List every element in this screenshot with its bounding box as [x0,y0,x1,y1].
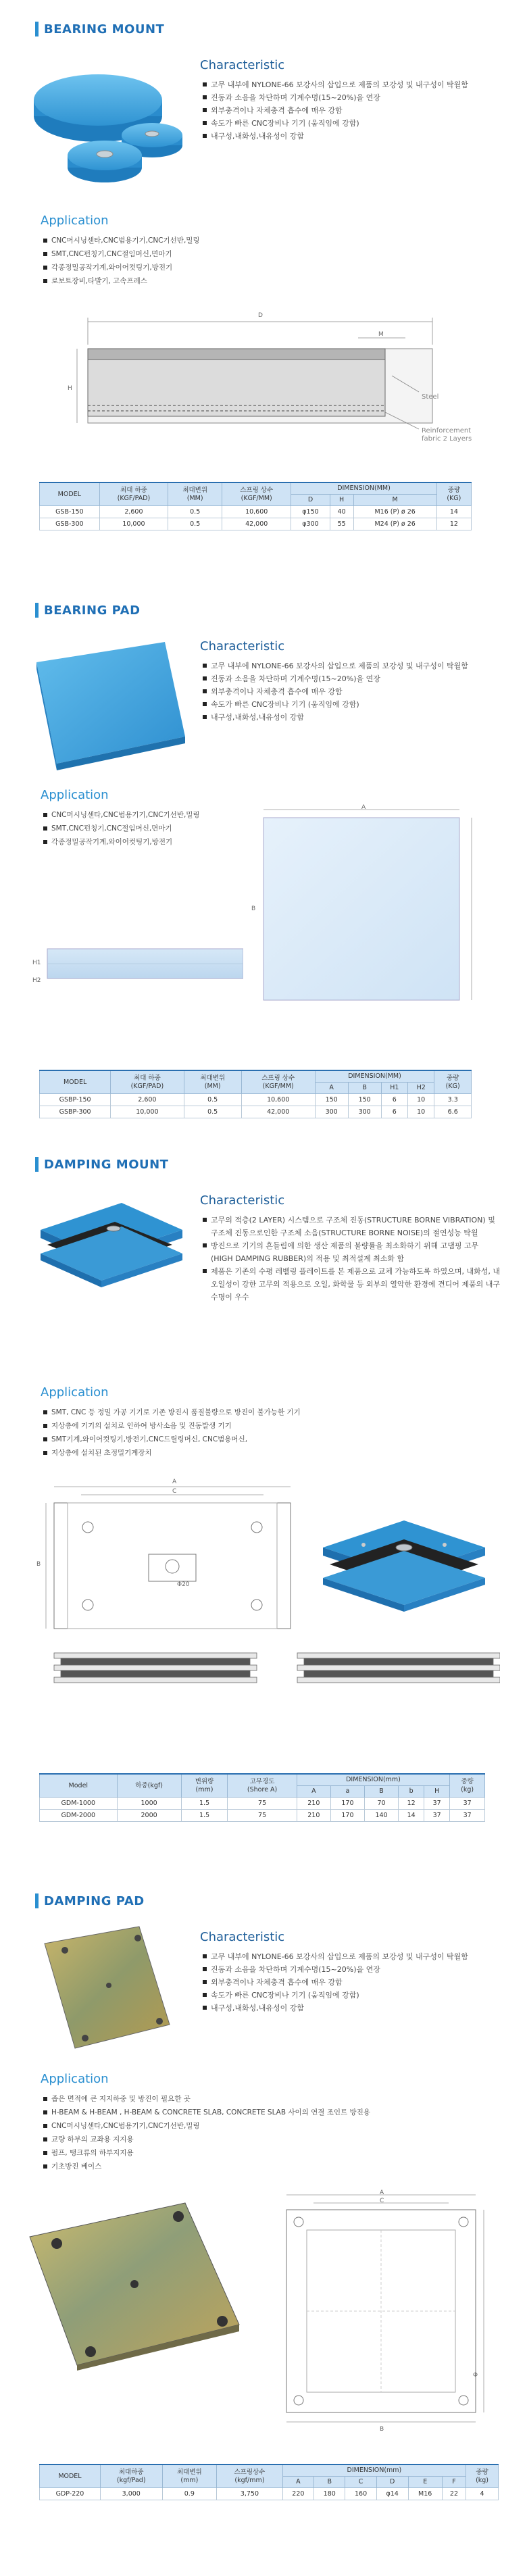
dim-phi20: Φ20 [177,1581,190,1588]
application-heading: Application [41,1385,109,1400]
damping-pad-section [0,1872,527,2576]
characteristic-heading: Characteristic [200,1193,285,1208]
bearing-mount-spec-table: MODEL 최대 하중 (KGF/PAD) 최대변위 (MM) 스프링 상수 (KGF/MM) DIMENSION(MM) 중량 (KG) D H M GSB-150 2,600 0.5 10,600 φ150 40 M16 (P) ø 26 14 GSB-300 10,000 0.5 42,000 φ300 55 M24 (P) ø 26 12 [39,482,472,530]
damping-mount-3d-photo [309,1500,492,1622]
damping-mount-spec-table: Model 하중(kgf) 변위량 (mm) 고무경도 (Shore A) DIMENSION(mm) 중량 (kg) A a B b H GDM-1000 1000 1.5 75 210 170 70 12 37 37 GDM-2000 2000 1.5 75 210 170 140 14 37 37 [39,1773,485,1822]
damping-mount-section [0,1135,527,1872]
application-heading: Application [41,788,109,802]
characteristic-list: 고무의 적층(2 LAYER) 시스템으로 구조체 진동(STRUCTURE BORNE VIBRATION) 및 구조체 진동으로인한 구조체 소음(STRUCTURE BORNE NOISE)의 절연성능 탁월 방진으로 기기의 흔들림에 의한 생산 제품의 불량률을 최소화하기 위해 고댐핑 고무(HIGH DAMPING RUBBER)의 적용 및 최적설계 최소화 함 제품은 기존의 수평 레벨링 플레이트를 본 제품으로 교체 가능하도록 하였으며, 내화성, 내오일성이 강한 고무의 적용으로 오일, 화학물 등 외부의 열악한 환경에 견디어 제품의 내구수명이 우수 [203,1214,500,1304]
bearing-pad-spec-table: MODEL 최대 하중 (KGF/PAD) 최대변위 (MM) 스프링 상수 (KGF/MM) DIMENSION(MM) 중량 (KG) A B H1 H2 GSBP-150 2,600 0.5 10,600 150 150 6 10 3.3 GSBP-300 10,000 0.5 42,000 300 300 6 10 6.6 [39,1070,472,1118]
steel-label: Steel [422,393,439,401]
dim-a: A [361,804,366,811]
table-row: GSB-300 10,000 0.5 42,000 φ300 55 M24 (P) ø 26 12 [40,518,472,530]
dim-m: M [378,331,384,338]
bearing-mount-section [0,0,527,581]
damping-pad-photo [38,1923,173,2052]
dim-h1: H1 [32,960,41,966]
dim-phi: Φ [473,2372,478,2379]
bearing-mount-photo [27,54,189,196]
table-row: GSBP-150 2,600 0.5 10,600 150 150 6 10 3.3 [40,1094,472,1106]
table-row: GSB-150 2,600 0.5 10,600 φ150 40 M16 (P) ø 26 14 [40,506,472,518]
bearing-mount-drawing [68,311,446,453]
dim-c: C [380,2198,384,2204]
section-title: DAMPING PAD [35,1893,145,1908]
characteristic-heading: Characteristic [200,1930,285,1944]
application-list: CNC머시닝센타,CNC범용기기,CNC기선반,밀링 SMT,CNC펀칭기,CNC절임머신,면마기 각종정밀공작기계,와이어컷팅기,방전기 로보트장비,타발기, 고속프레스 [43,234,381,288]
bearing-pad-section [0,581,527,1135]
application-list: SMT, CNC 등 정밀 가공 기기로 기존 방진시 품질불량으로 방진이 불가능한 기기 지상층에 기기의 설치로 인하여 방사소음 및 진동발생 기기 SMT기계,와이어컷팅기,방전기,CNC드릴링머신, CNC범용머신, 지상층에 설치된 초정밀기계장치 [43,1406,476,1460]
damping-mount-photo [34,1189,189,1291]
section-title: BEARING MOUNT [35,22,164,36]
dim-d: D [258,312,263,319]
damping-mount-side-views [41,1649,500,1696]
dim-h: H [68,385,72,392]
bearing-pad-side-view [41,939,243,987]
damping-pad-plan-drawing [273,2189,496,2433]
table-row: GDP-220 3,000 0.9 3,750 220 180 160 φ14 M16 22 4 [40,2488,499,2500]
dim-b: B [251,906,256,912]
dim-b: B [380,2426,384,2433]
dim-c: C [172,1488,177,1495]
bearing-pad-top-view [257,804,480,1007]
damping-mount-plan-drawing [41,1480,297,1635]
bearing-pad-photo [30,635,192,770]
characteristic-list: 고무 내부에 NYLONE-66 보강사의 삽입으로 제품의 보강성 및 내구성이 탁월함 진동과 소음을 차단하며 기계수명(15~20%)을 연장 외부충격이나 자체충격 흡수에 매우 강함 속도가 빠른 CNC장비나 기기 (움직임에 강함) 내구성,내화성,내유성이 강함 [203,78,500,143]
reinforcement-label: Reinforcement fabric 2 Layers [422,427,472,443]
characteristic-heading: Characteristic [200,639,285,653]
section-title: DAMPING MOUNT [35,1157,168,1172]
section-title: BEARING PAD [35,603,141,618]
characteristic-list: 고무 내부에 NYLONE-66 보강사의 삽입으로 제품의 보강성 및 내구성이 탁월함 진동과 소음을 차단하며 기계수명(15~20%)을 연장 외부충격이나 자체충격 흡수에 매우 강함 속도가 빠른 CNC장비나 기기 (움직임에 강함) 내구성,내화성,내유성이 강함 [203,1950,500,2014]
dim-a: A [172,1479,177,1485]
table-row: GSBP-300 10,000 0.5 42,000 300 300 6 10 6.6 [40,1106,472,1118]
characteristic-heading: Characteristic [200,58,285,72]
dim-h2: H2 [32,977,41,984]
dim-b: B [36,1561,41,1568]
application-heading: Application [41,2072,109,2086]
application-heading: Application [41,214,109,228]
application-list: 좁은 면적에 큰 지지하중 및 방진이 필요한 곳 H-BEAM & H-BEAM , H-BEAM & CONCRETE SLAB, CONCRETE SLAB 사이의 연결 조인트 방진용 CNC머시닝센타,CNC범용기기,CNC기선반,밀링 교량 하부의 교좌용 지지용 펌프, 탱크류의 하부지지용 기초방진 베이스 [43,2092,449,2173]
characteristic-list: 고무 내부에 NYLONE-66 보강사의 삽입으로 제품의 보강성 및 내구성이 탁월함 진동과 소음을 차단하며 기계수명(15~20%)을 연장 외부충격이나 자체충격 흡수에 매우 강함 속도가 빠른 CNC장비나 기기 (움직임에 강함) 내구성,내화성,내유성이 강함 [203,660,500,724]
damping-pad-spec-table: MODEL 최대하중 (kgf/Pad) 최대변위 (mm) 스프링상수 (kgf/mm) DIMENSION(mm) 중량 (kg) A B C D E F GDP-220 3,000 0.9 3,750 220 180 160 φ14 M16 22 4 [39,2464,499,2500]
damping-pad-large-photo [16,2189,246,2372]
table-row: GDM-1000 1000 1.5 75 210 170 70 12 37 37 [40,1798,485,1810]
dim-a: A [380,2189,384,2196]
application-list: CNC머시닝센타,CNC범용기기,CNC기선반,밀링 SMT,CNC펀칭기,CNC절임머신,면마기 각종정밀공작기계,와이어컷팅기,방전기 [43,808,273,849]
table-row: GDM-2000 2000 1.5 75 210 170 140 14 37 37 [40,1810,485,1822]
